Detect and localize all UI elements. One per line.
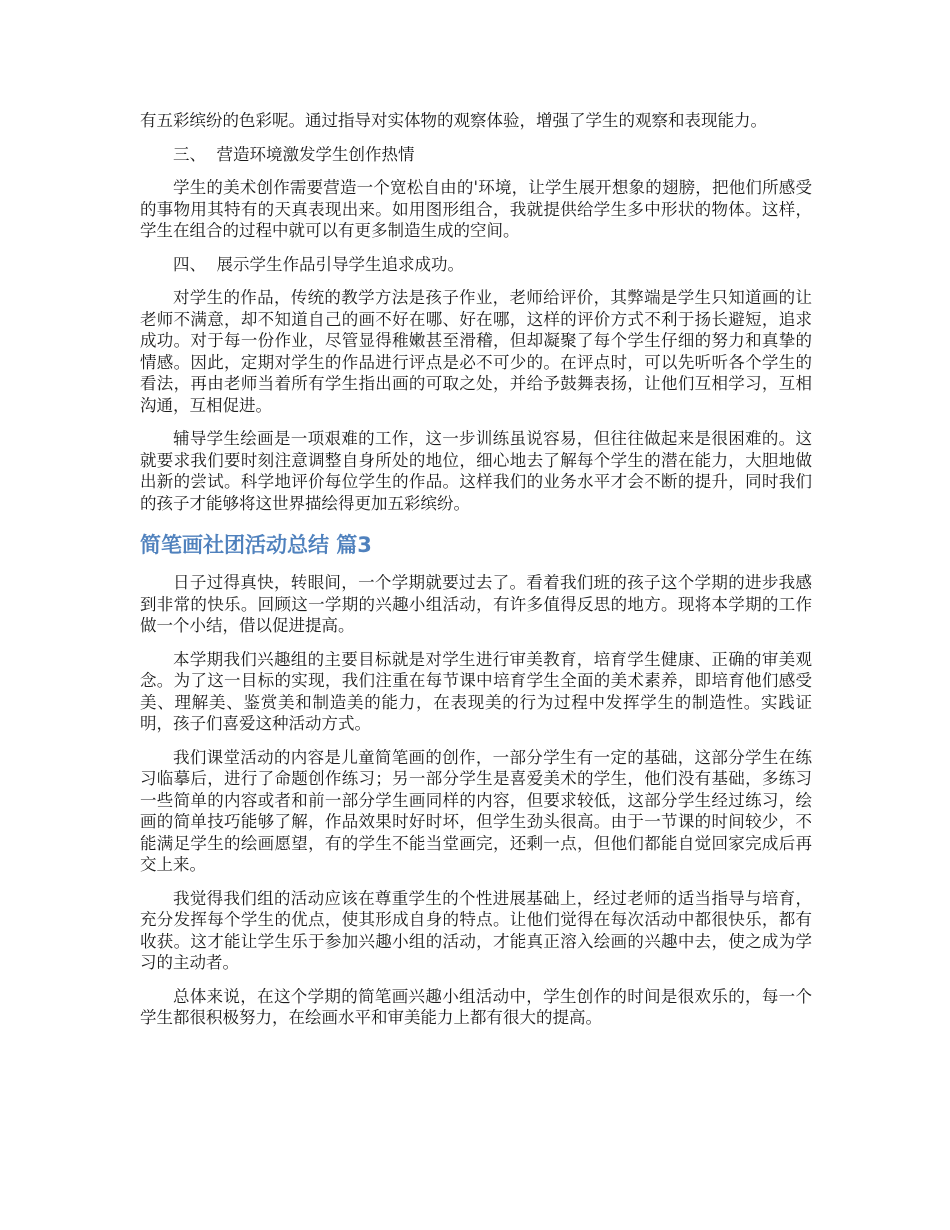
document-page	[140, 110, 812, 1041]
paragraph: 本学期我们兴趣组的主要目标就是对学生进行审美教育，培育学生健康、正确的审美观念。为了这一目标的实现，我们注重在每节课中培育学生全面的美术素养，即培育他们感受美、理解美、鉴赏美和制造美的能力，在表现美的行为过程中发挥学生的制造性。实践证明，孩子们喜爱这种活动方式。	[140, 649, 812, 733]
article-heading: 简笔画社团活动总结 篇3	[140, 533, 372, 557]
paragraph: 我觉得我们组的活动应该在尊重学生的个性进展基础上，经过老师的适当指导与培育，充分发挥每个学生的优点，使其形成自身的特点。让他们觉得在每次活动中都很快乐，都有收获。这才能让学生乐于参加兴趣小组的活动，才能真正溶入绘画的兴趣中去，使之成为学习的主动者。	[140, 888, 812, 972]
paragraph-continued: 有五彩缤纷的色彩呢。通过指导对实体物的观察体验，增强了学生的观察和表现能力。	[140, 111, 767, 130]
paragraph: 我们课堂活动的内容是儿童简笔画的创作，一部分学生有一定的基础，这部分学生在练习临摹后，进行了命题创作练习；另一部分学生是喜爱美术的学生，他们没有基础，多练习一些简单的内容或者和前一部分学生画同样的内容，但要求较低，这部分学生经过练习，绘画的简单技巧能够了解，作品效果时好时坏，但学生劲头很高。由于一节课的时间较少，不能满足学生的绘画愿望，有的学生不能当堂画完，还剩一点，但他们都能自觉回家完成后再交上来。	[140, 747, 812, 874]
paragraph: 辅导学生绘画是一项艰难的工作，这一步训练虽说容易，但往往做起来是很困难的。这就要求我们要时刻注意调整自身所处的地位，细心地去了解每个学生的潜在能力，大胆地做出新的尝试。科学地评价每位学生的作品。这样我们的业务水平才会不断的提升，同时我们的孩子才能够将这世界描绘得更加五彩缤纷。	[140, 429, 812, 513]
paragraph: 总体来说，在这个学期的简笔画兴趣小组活动中，学生创作的时间是很欢乐的，每一个学生都很积极努力，在绘画水平和审美能力上都有很大的提高。	[140, 986, 812, 1027]
paragraph: 日子过得真快，转眼间，一个学期就要过去了。看着我们班的孩子这个学期的进步我感到非常的快乐。回顾这一学期的兴趣小组活动，有许多值得反思的地方。现将本学期的工作做一个小结，借以促进提高。	[140, 573, 812, 635]
paragraph: 对学生的作品，传统的教学方法是孩子作业，老师给评价，其弊端是学生只知道画的让老师不满意，却不知道自己的画不好在哪、好在哪，这样的评价方式不利于扬长避短，追求成功。对于每一份作业，尽管显得稚嫩甚至滑稽，但却凝聚了每个学生仔细的努力和真挚的情感。因此，定期对学生的作品进行评点是必不可少的。在评点时，可以先听听各个学生的看法，再由老师当着所有学生指出画的可取之处，并给予鼓舞表扬，让他们互相学习，互相沟通，互相促进。	[140, 288, 812, 415]
section-heading-3: 三、 营造环境激发学生创作热情	[173, 144, 415, 164]
section-heading-4: 四、 展示学生作品引导学生追求成功。	[173, 254, 464, 274]
paragraph: 学生的美术创作需要营造一个宽松自由的'环境，让学生展开想象的翅膀，把他们所感受的事物用其特有的天真表现出来。如用图形组合，我就提供给学生多中形状的物体。这样，学生在组合的过程中就可以有更多制造生成的空间。	[140, 178, 812, 240]
